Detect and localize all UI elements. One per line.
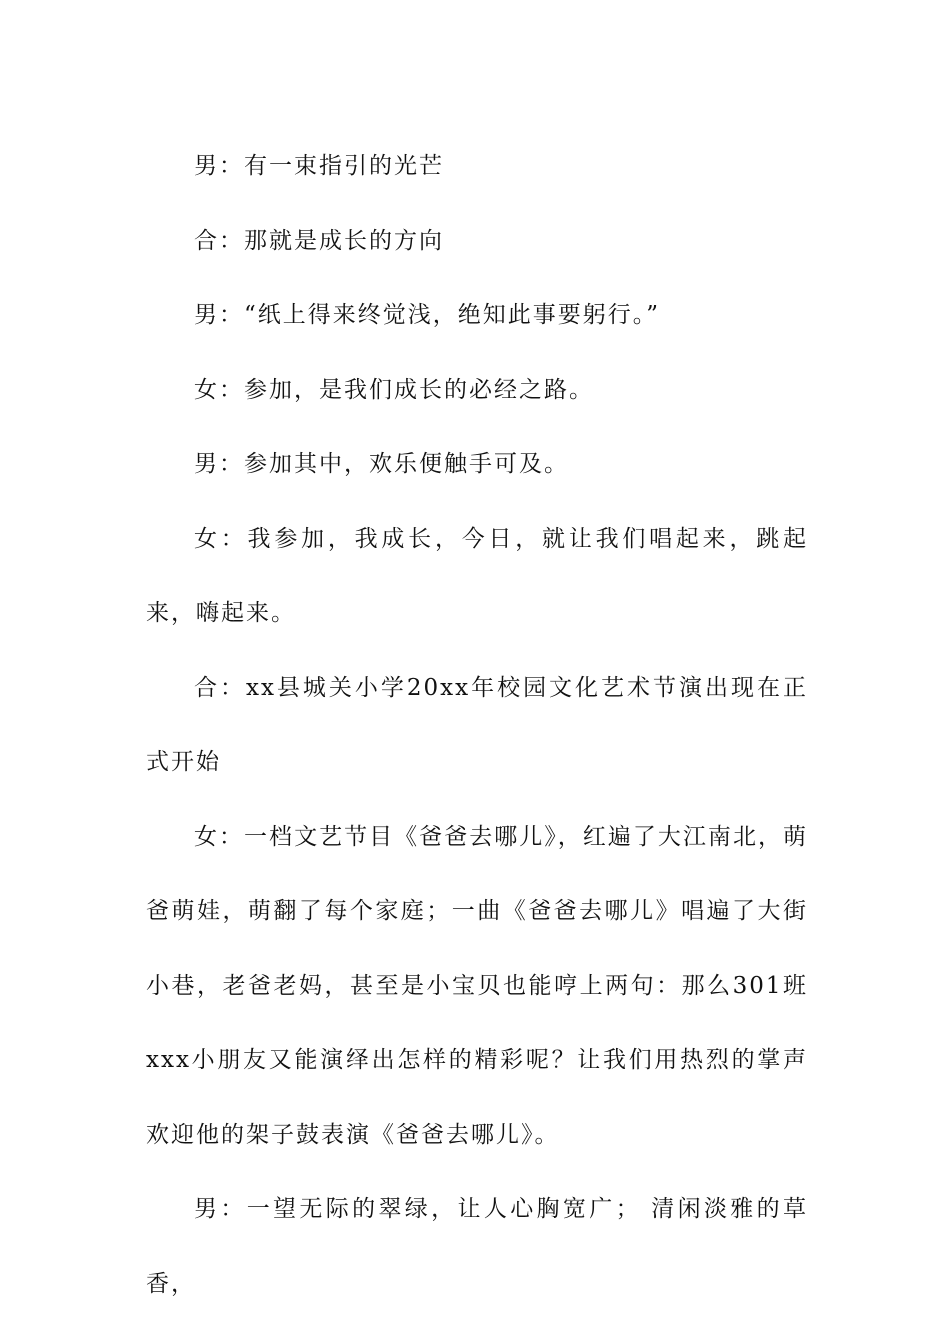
paragraph-2: 合：那就是成长的方向	[194, 227, 444, 254]
paragraph-3: 男：“纸上得来终觉浅，绝知此事要躬行。”	[194, 302, 661, 328]
paragraph-7: 合：xx县城关小学20xx年校园文化艺术节演出现在正式开始	[146, 674, 808, 775]
paragraph-6: 女：我参加，我成长，今日，就让我们唱起来，跳起来，嗨起来。	[146, 525, 808, 626]
document-body	[146, 129, 808, 1321]
paragraph-9: 男：一望无际的翠绿，让人心胸宽广； 清闲淡雅的草香，	[146, 1196, 808, 1297]
paragraph-8: 女：一档文艺节目《爸爸去哪儿》，红遍了大江南北，萌爸萌娃，萌翻了每个家庭；一曲《爸爸去哪儿》唱遍了大街小巷，老爸老妈，甚至是小宝贝也能哼上两句：那么301班xxx小朋友又能演绎出怎样的精彩呢？让我们用热烈的掌声欢迎他的架子鼓表演《爸爸去哪儿》。	[146, 823, 808, 1148]
paragraph-5: 男：参加其中，欢乐便触手可及。	[194, 451, 569, 477]
paragraph-4: 女：参加，是我们成长的必经之路。	[194, 376, 594, 403]
paragraph-1: 男：有一束指引的光芒	[194, 153, 444, 179]
